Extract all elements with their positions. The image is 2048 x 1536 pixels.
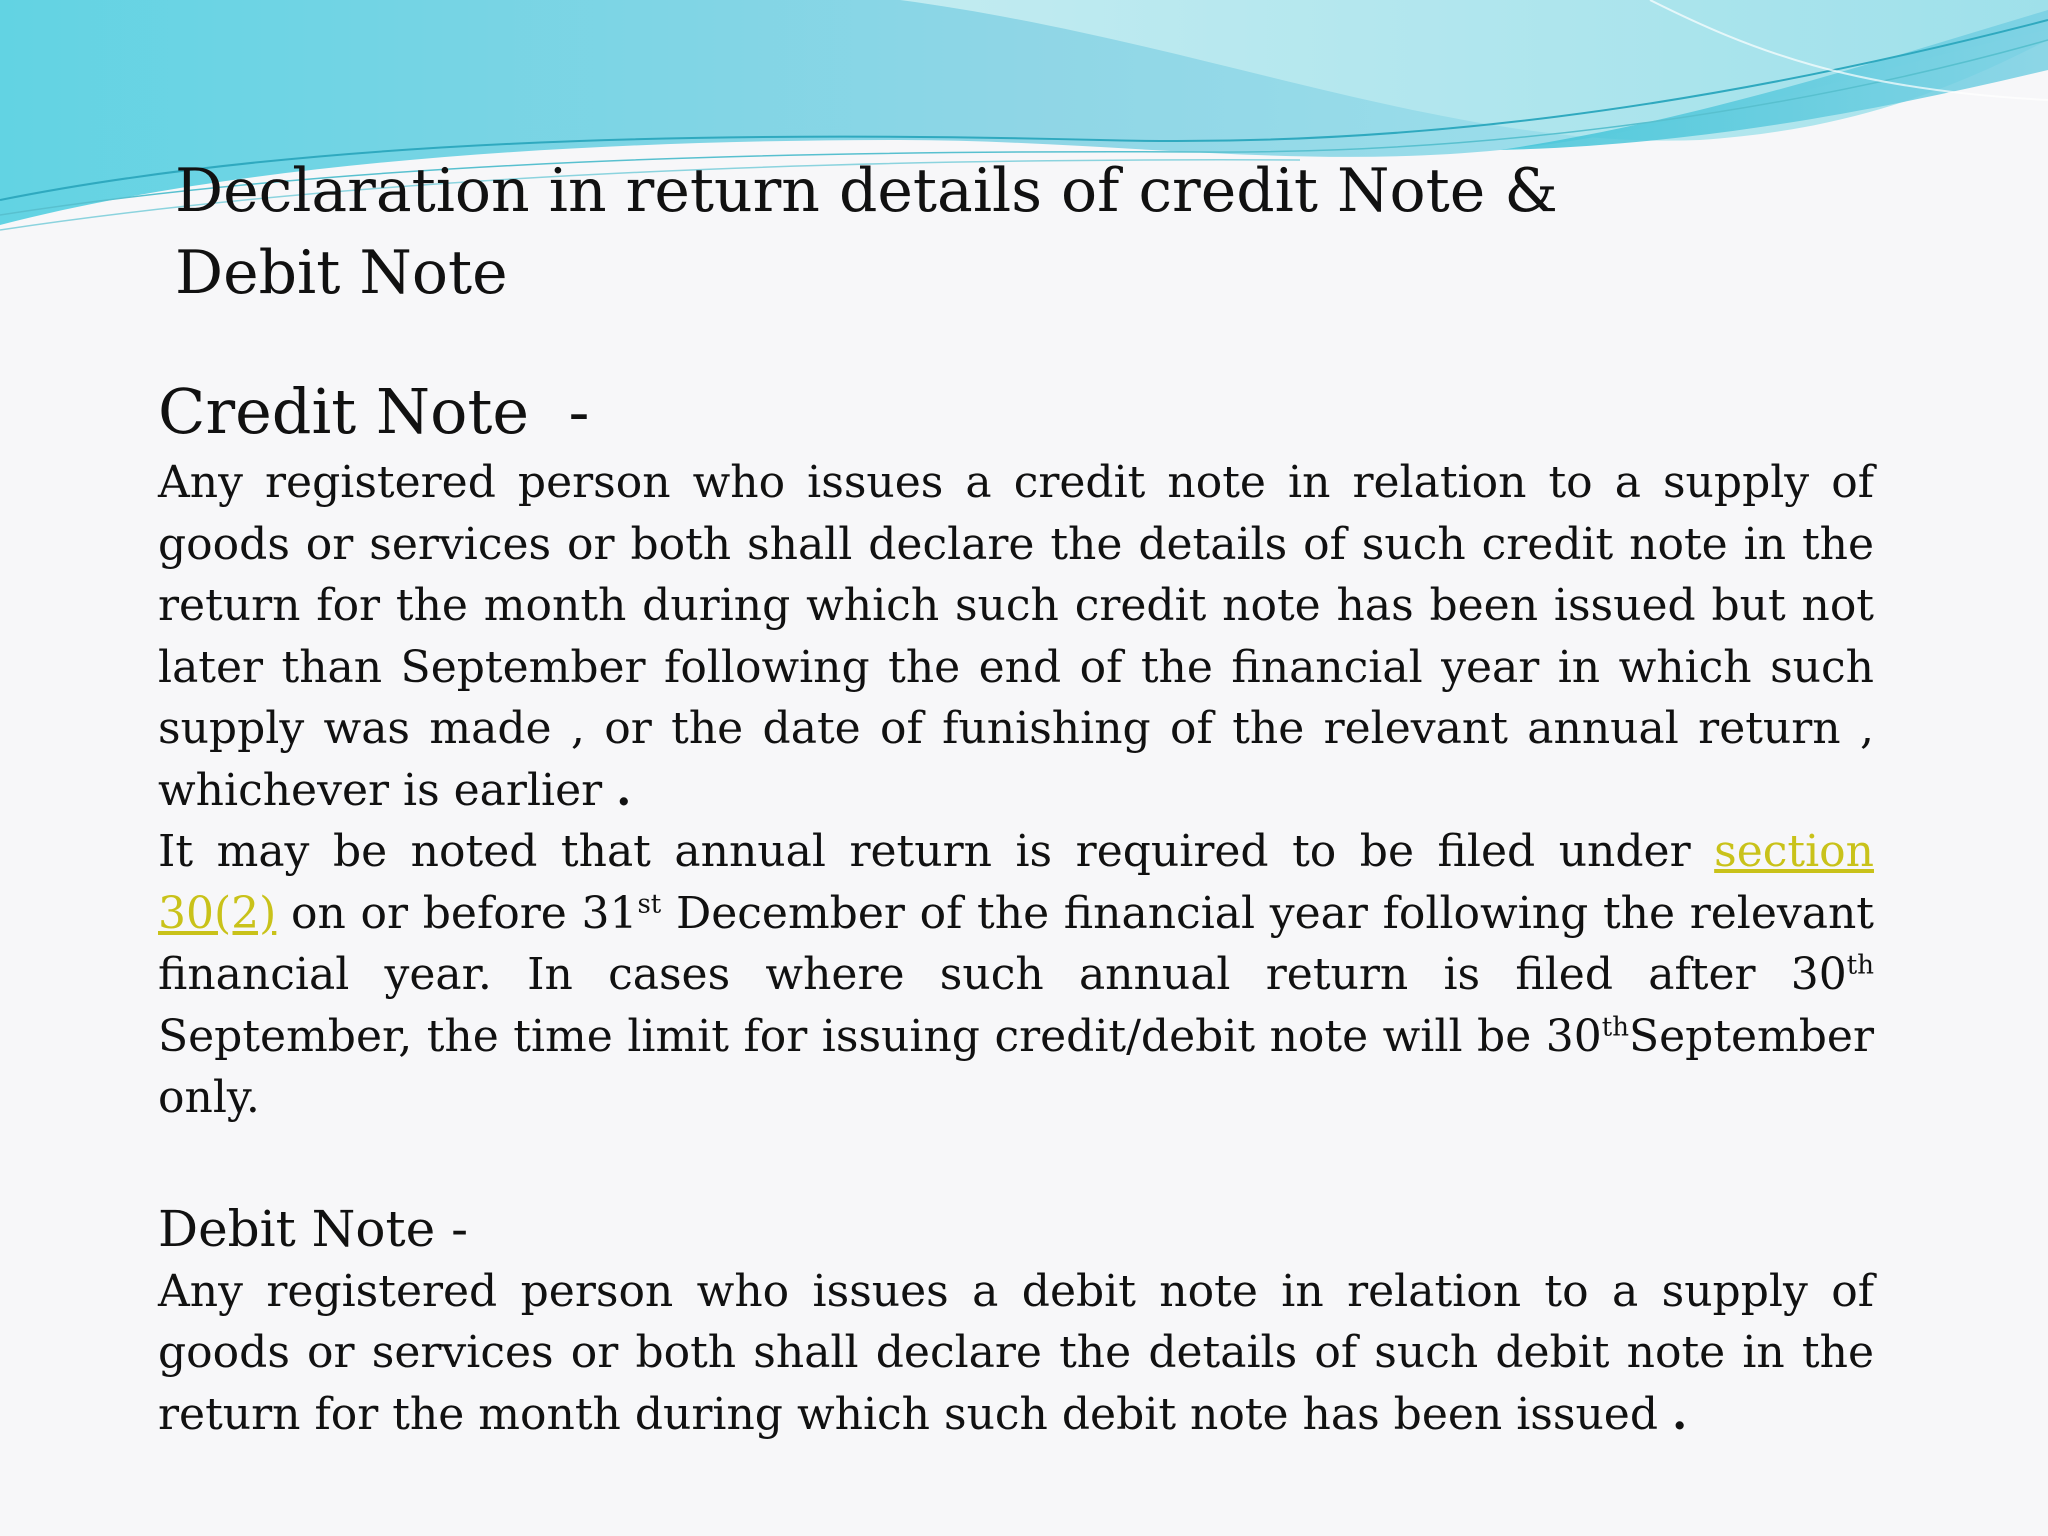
credit-note-heading: Credit Note - [158, 375, 590, 448]
debit-note-text: Any registered person who issues a debit note in relation to a supply of goods or services or both shall declare the details of such debit note in the return for the month during which such debit note has been issued [158, 1265, 1874, 1440]
debit-note-period: . [1671, 1388, 1688, 1440]
slide-content [158, 372, 1874, 1445]
annual-return-text-c: September, the time limit for issuing credit/debit note will be 30 [158, 1010, 1602, 1062]
debit-note-paragraph [158, 1261, 1874, 1446]
annual-return-text-a: on or before 31 [276, 887, 638, 939]
annual-return-text-b: December of the financial year following the relevant financial year. In cases where such annual return is filed after 30 [158, 887, 1874, 1000]
slide-title: Declaration in return details of credit Note & Debit Note [175, 156, 1558, 308]
annual-return-paragraph [158, 821, 1874, 1129]
credit-note-text: Any registered person who issues a credit note in relation to a supply of goods or services or both shall declare the details of such credit note in the return for the month during which such credit note has been issued but not later than September following the end of the financial year in which such supply was made , or the date of funishing of the relevant annual return , whichever is earlier [158, 457, 1874, 816]
debit-note-heading: Debit Note - [158, 1199, 468, 1258]
credit-note-paragraph [158, 452, 1874, 821]
credit-note-period: . [616, 764, 632, 816]
section-spacer [158, 1129, 1874, 1197]
annual-return-text-d: September only. [158, 1010, 1874, 1123]
superscript-th-2: th [1601, 1011, 1629, 1042]
superscript-st: st [637, 888, 662, 919]
superscript-th-1: th [1846, 950, 1874, 981]
section-30-2-link[interactable]: section 30(2) [158, 826, 1874, 939]
annual-return-text-start: It may be noted that annual return is required to be filed under [158, 826, 1715, 877]
